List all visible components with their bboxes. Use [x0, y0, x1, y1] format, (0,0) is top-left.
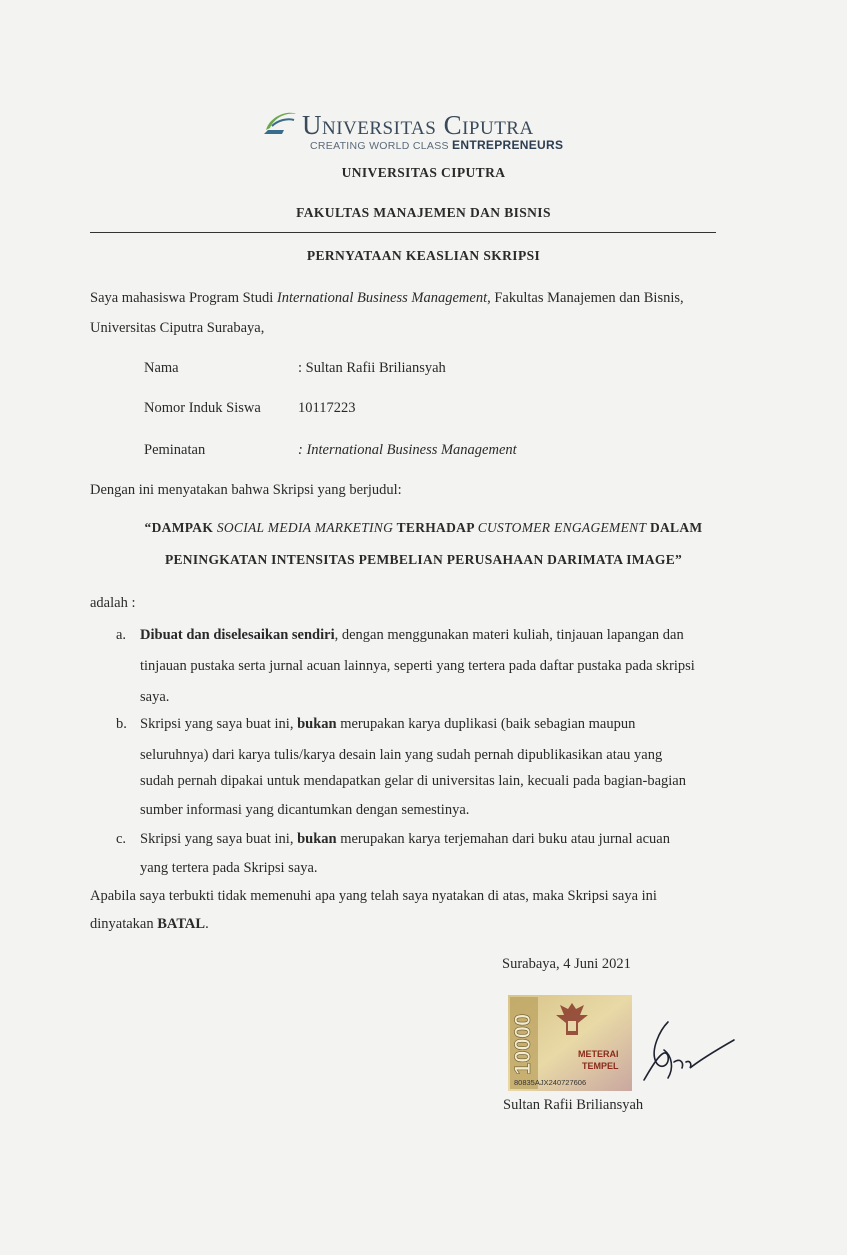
adalah-text: adalah :: [90, 595, 136, 611]
conclusion-period: .: [205, 916, 209, 932]
item-c-line-2: yang tertera pada Skripsi saya.: [140, 860, 318, 876]
faculty-heading: FAKULTAS MANAJEMEN DAN BISNIS: [296, 205, 551, 220]
declaration-text: Dengan ini menyatakan bahwa Skripsi yang berjudul:: [90, 482, 402, 498]
thesis-title-line-2: PENINGKATAN INTENSITAS PEMBELIAN PERUSAHAAN DARIMATA IMAGE”: [164, 552, 683, 567]
item-b-bold: bukan: [297, 716, 337, 732]
intro-text-tail: , Fakultas Manajemen dan Bisnis,: [487, 290, 684, 306]
program-name: International Business Management: [276, 290, 488, 306]
item-b-line-2: seluruhnya) dari karya tulis/karya desain lain yang sudah pernah dipublikasikan atau yang: [140, 747, 663, 763]
stamp-graphic: [508, 995, 632, 1091]
tagline-prefix: CREATING WORLD CLASS: [310, 140, 449, 152]
item-b-line-1: [140, 716, 635, 733]
title-part: “DAMPAK: [144, 520, 217, 535]
intro-line-2: Universitas Ciputra Surabaya,: [90, 320, 265, 336]
student-number-value: 10117223: [298, 400, 356, 416]
item-a-marker: a.: [116, 627, 127, 643]
logo-tagline: [310, 138, 563, 152]
item-c-line-1: [140, 831, 670, 848]
conclusion-line-1: Apabila saya terbukti tidak memenuhi apa yang telah saya nyatakan di atas, maka Skripsi saya ini: [90, 888, 657, 904]
logo-wordmark: Universitas Ciputra: [302, 110, 534, 140]
item-c-text: Skripsi yang saya buat ini,: [140, 831, 298, 847]
item-a-bold: Dibuat dan diselesaikan sendiri: [140, 627, 335, 643]
concentration-value: [298, 442, 517, 459]
meterai-stamp: [508, 995, 632, 1091]
item-a-line-2: tinjauan pustaka serta jurnal acuan lainnya, seperti yang tertera pada daftar pustaka pada skripsi: [140, 658, 695, 674]
document-title: PERNYATAAN KEASLIAN SKRIPSI: [306, 248, 541, 263]
signer-name: Sultan Rafii Briliansyah: [503, 1097, 644, 1113]
item-c-marker: c.: [116, 831, 127, 847]
intro-text: Saya mahasiswa Program Studi: [90, 290, 277, 306]
item-b-line-4: sumber informasi yang dicantumkan dengan semestinya.: [140, 802, 470, 818]
item-b-line-3: sudah pernah dipakai untuk mendapatkan gelar di universitas lain, kecuali pada bagian-bagian: [140, 773, 686, 789]
conclusion-line-2: [90, 916, 209, 933]
stamp-label-2: TEMPEL: [582, 1061, 619, 1071]
header-divider: [90, 232, 716, 233]
item-b-text-tail: merupakan karya duplikasi (baik sebagian maupun: [336, 716, 636, 732]
item-a-line-1: [140, 627, 684, 644]
stamp-serial: 80835AJX240727606: [514, 1078, 587, 1087]
thesis-title-line-1: [0, 520, 847, 536]
handwritten-signature: [630, 1010, 740, 1090]
university-heading: UNIVERSITAS CIPUTRA: [341, 165, 506, 180]
item-c-text-tail: merupakan karya terjemahan dari buku atau jurnal acuan: [336, 831, 670, 847]
concentration-label: Peminatan: [144, 442, 206, 458]
item-b-text: Skripsi yang saya buat ini,: [140, 716, 298, 732]
item-a-text: , dengan menggunakan materi kuliah, tinjauan lapangan dan: [334, 627, 684, 643]
intro-line-1: [90, 290, 684, 307]
name-label: Nama: [144, 360, 179, 376]
title-italic-part: SOCIAL MEDIA MARKETING: [216, 520, 394, 535]
name-value: : Sultan Rafii Briliansyah: [298, 360, 446, 376]
title-italic-part: CUSTOMER ENGAGEMENT: [477, 520, 647, 535]
item-a-line-3: saya.: [140, 689, 170, 705]
item-c-bold: bukan: [297, 831, 337, 847]
item-b-marker: b.: [116, 716, 127, 732]
concentration-text: : International Business Management: [298, 442, 517, 458]
stamp-value: 10000: [510, 1013, 535, 1075]
title-part: DALAM: [646, 520, 703, 535]
conclusion-text: dinyatakan: [90, 916, 158, 932]
place-date: Surabaya, 4 Juni 2021: [502, 956, 631, 972]
student-number-label: Nomor Induk Siswa: [144, 400, 261, 416]
university-logo: [262, 104, 582, 154]
stamp-label-1: METERAI: [578, 1049, 619, 1059]
tagline-bold: ENTREPRENEURS: [452, 138, 564, 152]
ciputra-swoosh-icon: [262, 108, 298, 136]
conclusion-bold: BATAL: [157, 916, 206, 932]
title-part: TERHADAP: [393, 520, 478, 535]
